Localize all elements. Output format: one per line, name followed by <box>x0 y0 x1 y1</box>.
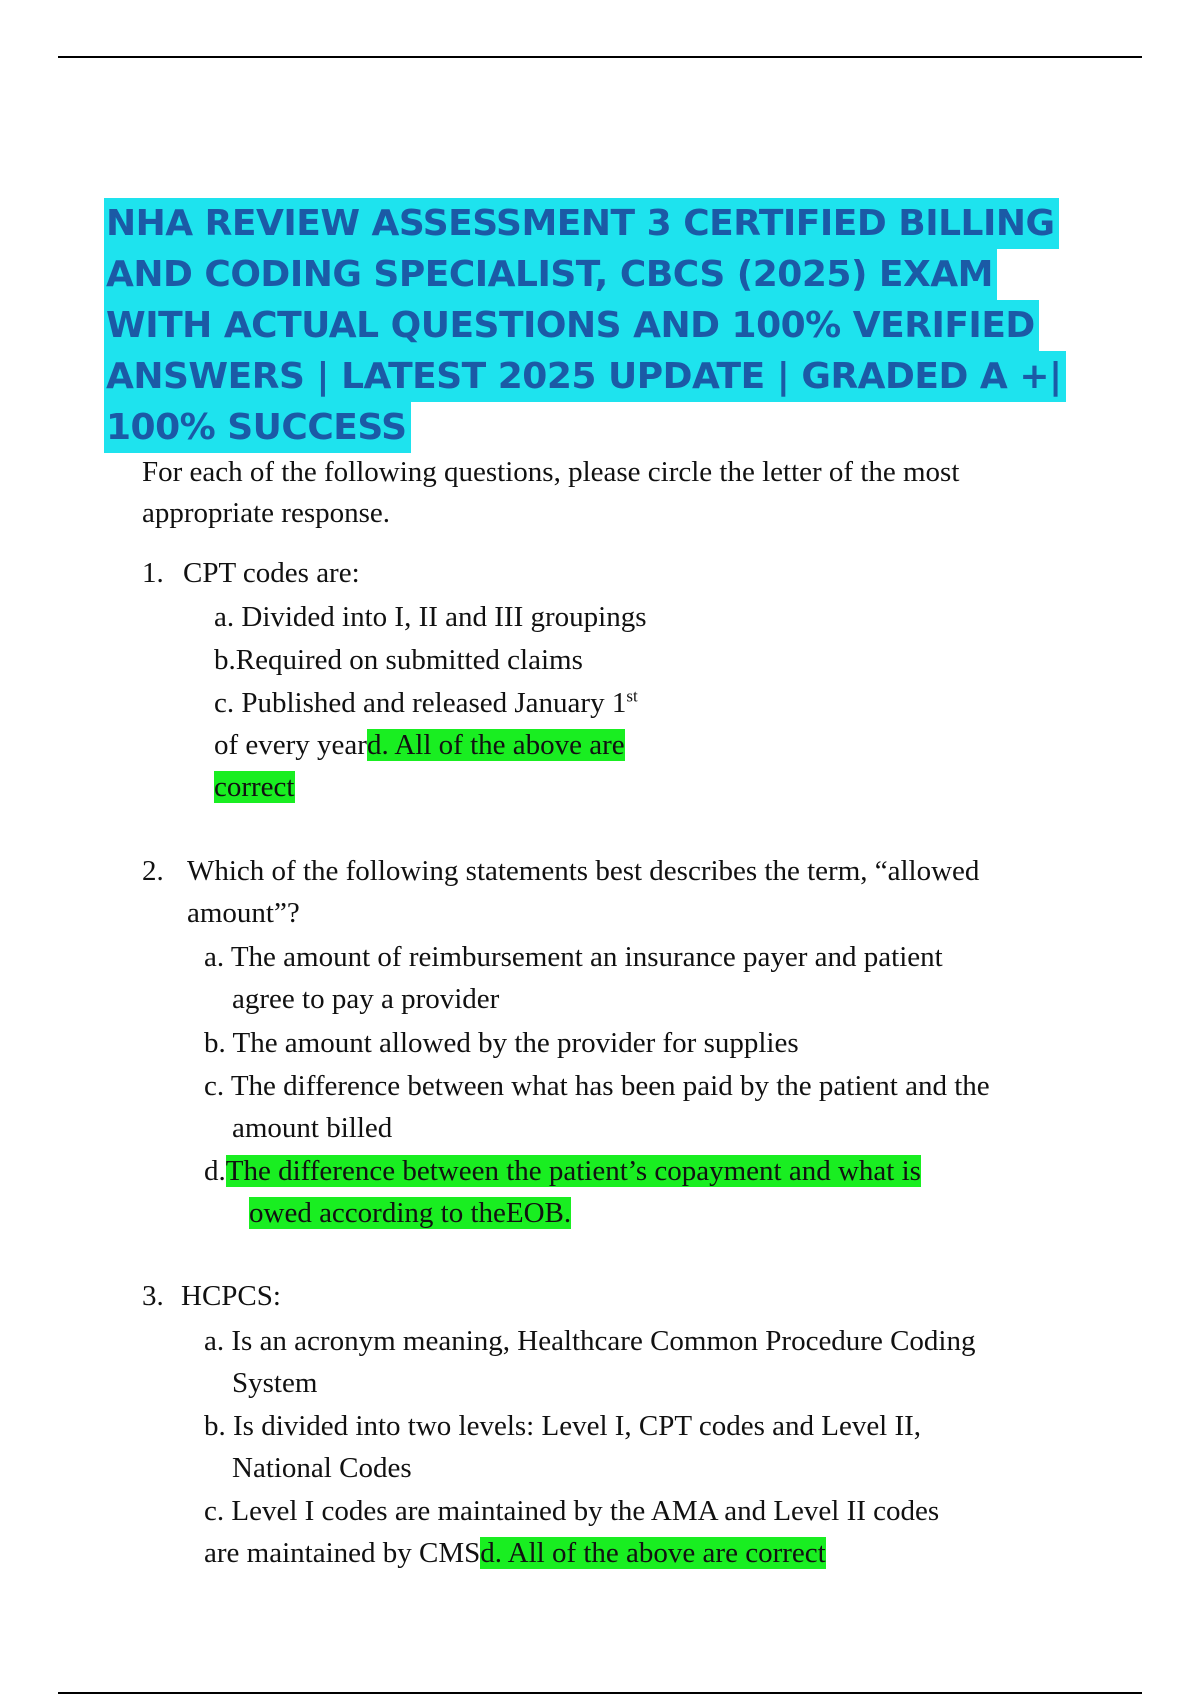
question-1 <box>142 552 360 594</box>
question-3 <box>142 1275 281 1317</box>
q1-answer-d-cont: correct <box>214 771 295 803</box>
q3-option-c: c. Level I codes are maintained by the AMA and Level II codes <box>204 1495 940 1527</box>
title-line-4: ANSWERS | LATEST 2025 UPDATE | GRADED A +| <box>104 351 1066 402</box>
top-rule <box>58 56 1142 58</box>
q1-answer-d-continued <box>214 766 295 808</box>
q3-option-c-cont: are maintained by CMS <box>204 1537 481 1569</box>
title-line-2: AND CODING SPECIALIST, CBCS (2025) EXAM <box>104 249 997 300</box>
question-3-text: HCPCS: <box>181 1280 281 1312</box>
question-1-number: 1. <box>142 557 164 589</box>
q3-option-b: b. Is divided into two levels: Level I, CPT codes and Level II, <box>204 1410 922 1442</box>
title-line-1: NHA REVIEW ASSESSMENT 3 CERTIFIED BILLING <box>104 198 1059 249</box>
question-2 <box>142 850 979 892</box>
q2-option-c-cont: amount billed <box>232 1112 393 1144</box>
q2-option-d-label: d. <box>204 1155 226 1187</box>
question-3-number: 3. <box>142 1280 164 1312</box>
q1-option-a: a. Divided into I, II and III groupings <box>214 601 647 633</box>
q3-option-b-cont: National Codes <box>232 1452 412 1484</box>
question-2-text: Which of the following statements best describes the term, “allowed <box>187 855 980 887</box>
q2-answer-d-highlight: The difference between the patient’s copayment and what is <box>225 1155 921 1187</box>
q3-option-a-cont: System <box>232 1367 318 1399</box>
question-2-text-cont: amount”? <box>187 897 300 929</box>
q2-answer-d-continued <box>249 1192 571 1234</box>
q2-option-a-cont: agree to pay a provider <box>232 983 500 1015</box>
q2-answer-d-cont: owed according to theEOB. <box>249 1197 572 1229</box>
q2-option-b: b. The amount allowed by the provider for supplies <box>204 1027 799 1059</box>
q1-option-c-cont: of every year <box>214 729 367 761</box>
q1-option-c-text: c. Published and released January 1 <box>214 687 627 719</box>
q2-option-c: c. The difference between what has been paid by the patient and the <box>204 1070 990 1102</box>
instructions: For each of the following questions, please circle the letter of the most appropriate response. <box>142 456 960 529</box>
q3-option-c-continued <box>204 1532 826 1574</box>
q1-option-c-continued <box>214 724 625 766</box>
q1-option-b: b.Required on submitted claims <box>214 644 583 676</box>
q2-option-d <box>204 1150 921 1192</box>
question-1-text: CPT codes are: <box>183 557 360 589</box>
q1-option-c-superscript: st <box>626 686 638 706</box>
q1-answer-d-highlight: d. All of the above are <box>366 729 625 761</box>
q1-option-c <box>214 682 638 724</box>
q2-option-a: a. The amount of reimbursement an insurance payer and patient <box>204 941 943 973</box>
question-2-number: 2. <box>142 855 164 887</box>
q3-option-a: a. Is an acronym meaning, Healthcare Common Procedure Coding <box>204 1325 976 1357</box>
title-line-3: WITH ACTUAL QUESTIONS AND 100% VERIFIED <box>104 300 1039 351</box>
q3-answer-d-highlight: d. All of the above are correct <box>480 1537 826 1569</box>
document-title <box>104 198 1084 453</box>
bottom-rule <box>58 1692 1142 1694</box>
title-line-5: 100% SUCCESS <box>104 402 411 453</box>
